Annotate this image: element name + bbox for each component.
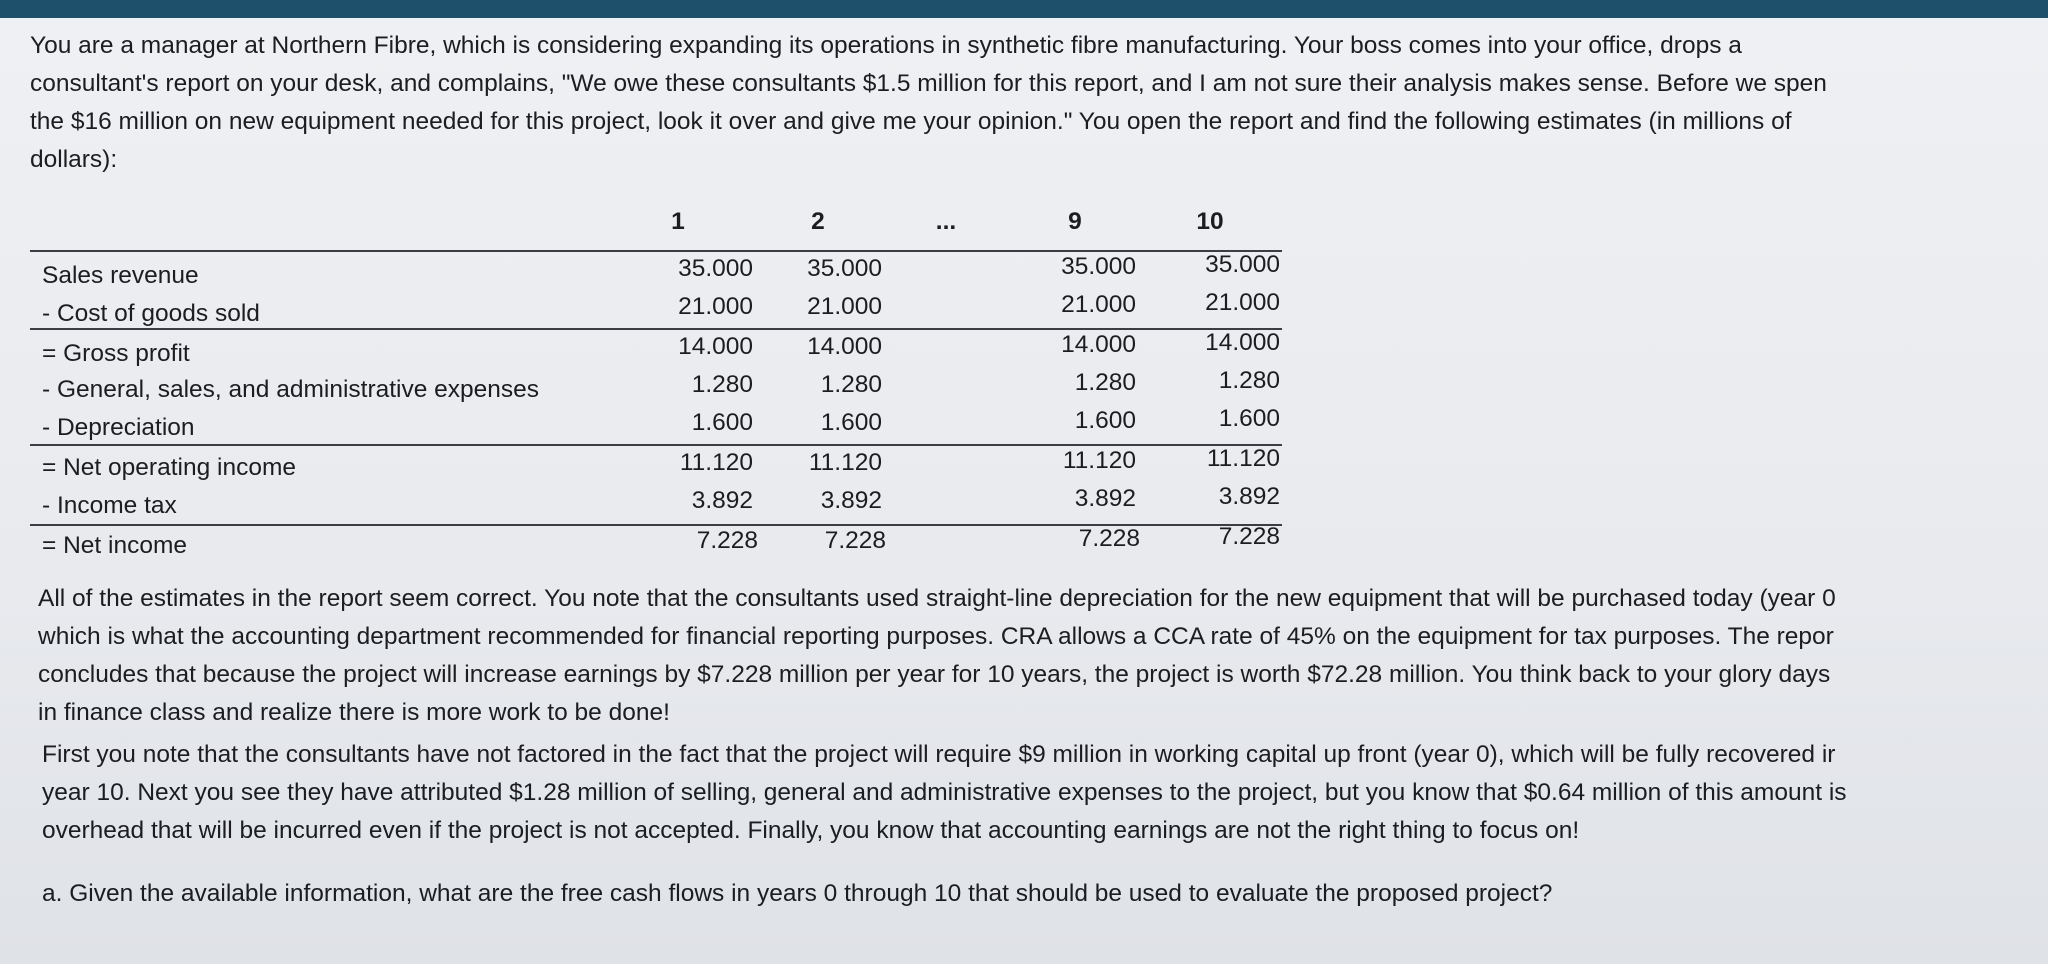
table-cell: 11.120 — [679, 449, 753, 476]
table-cell: 1.600 — [1074, 407, 1136, 434]
row-label: = Net operating income — [42, 454, 296, 481]
question-a: a. Given the available information, what are the free cash flows in years 0 through 10 that should be used to evaluate the proposed project? — [42, 880, 1553, 907]
paragraph-line: overhead that will be incurred even if the project is not accepted. Finally, you know that accounting earnings are not the right thing to focus on! — [42, 817, 1580, 844]
table-cell: 1.600 — [1218, 405, 1280, 432]
table-cell: 3.892 — [691, 487, 753, 514]
column-header: 10 — [1196, 208, 1224, 235]
table-cell: 35.000 — [807, 255, 882, 282]
intro-line: consultant's report on your desk, and complains, "We owe these consultants $1.5 million for this report, and I am not sure their analysis makes sense. Before we spen — [30, 70, 1827, 97]
table-cell: 14.000 — [807, 333, 882, 360]
table-cell: 11.120 — [1062, 447, 1136, 474]
table-cell: 3.892 — [1218, 483, 1280, 510]
table-cell: 1.280 — [820, 371, 882, 398]
table-cell: 21.000 — [1061, 291, 1136, 318]
row-label: = Net income — [42, 532, 188, 559]
paragraph-line: concludes that because the project will increase earnings by $7.228 million per year for 10 years, the project is worth $72.28 million. You think back to your glory days — [38, 661, 1831, 688]
table-cell: 14.000 — [678, 333, 753, 360]
intro-line: the $16 million on new equipment needed for this project, look it over and give me your opinion." You open the report and find the following estimates (in millions of — [30, 108, 1792, 135]
table-cell: 14.000 — [1061, 331, 1136, 358]
paragraph-line: All of the estimates in the report seem correct. You note that the consultants used straight-line depreciation for the new equipment that will be purchased today (year 0 — [38, 585, 1836, 612]
table-cell: 21.000 — [1205, 289, 1280, 316]
table-rule — [30, 250, 1282, 252]
table-rule — [30, 328, 1282, 330]
analysis-paragraph — [38, 580, 1836, 732]
table-cell: 21.000 — [678, 293, 753, 320]
table-cell: 35.000 — [1205, 251, 1280, 278]
paragraph-line: in finance class and realize there is more work to be done! — [38, 699, 670, 726]
details-paragraph — [42, 736, 1847, 850]
intro-line: You are a manager at Northern Fibre, which is considering expanding its operations in synthetic fibre manufacturing. Your boss comes into your office, drops a — [30, 32, 1742, 59]
paragraph-line: which is what the accounting department recommended for financial reporting purposes. CRA allows a CCA rate of 45% on the equipment for tax purposes. The repor — [38, 623, 1834, 650]
table-cell: 35.000 — [1061, 253, 1136, 280]
table-cell: 3.892 — [1074, 485, 1136, 512]
table-rule — [30, 444, 1282, 446]
row-label: Sales revenue — [42, 262, 199, 289]
table-cell: 1.280 — [691, 371, 753, 398]
column-header: 2 — [811, 208, 825, 235]
row-label: = Gross profit — [42, 340, 190, 367]
table-cell: 7.228 — [824, 527, 886, 554]
table-cell: 7.228 — [1078, 525, 1140, 552]
table-cell: 1.280 — [1218, 367, 1280, 394]
table-cell: 11.120 — [1206, 445, 1280, 472]
table-cell: 3.892 — [820, 487, 882, 514]
table-cell: 1.280 — [1074, 369, 1136, 396]
table-cell: 7.228 — [696, 527, 758, 554]
row-label: - General, sales, and administrative expenses — [42, 376, 540, 403]
table-cell: 7.228 — [1218, 523, 1280, 550]
paragraph-line: year 10. Next you see they have attributed $1.28 million of selling, general and administrative expenses to the project, but you know that $0.64 million of this amount is — [42, 779, 1847, 806]
table-cell: 11.120 — [808, 449, 882, 476]
table-cell: 14.000 — [1205, 329, 1280, 356]
column-header: 9 — [1068, 208, 1082, 235]
table-cell: 1.600 — [691, 409, 753, 436]
row-label: - Income tax — [42, 492, 177, 519]
intro-line: dollars): — [30, 146, 118, 173]
column-header: 1 — [671, 208, 685, 235]
table-cell: 1.600 — [820, 409, 882, 436]
row-label: - Cost of goods sold — [42, 300, 260, 327]
table-cell: 35.000 — [678, 255, 753, 282]
table-cell: 21.000 — [807, 293, 882, 320]
row-label: - Depreciation — [42, 414, 195, 441]
column-header-ellipsis: ... — [935, 208, 957, 235]
paragraph-line: First you note that the consultants have not factored in the fact that the project will require $9 million in working capital up front (year 0), which will be fully recovered ir — [42, 741, 1836, 768]
